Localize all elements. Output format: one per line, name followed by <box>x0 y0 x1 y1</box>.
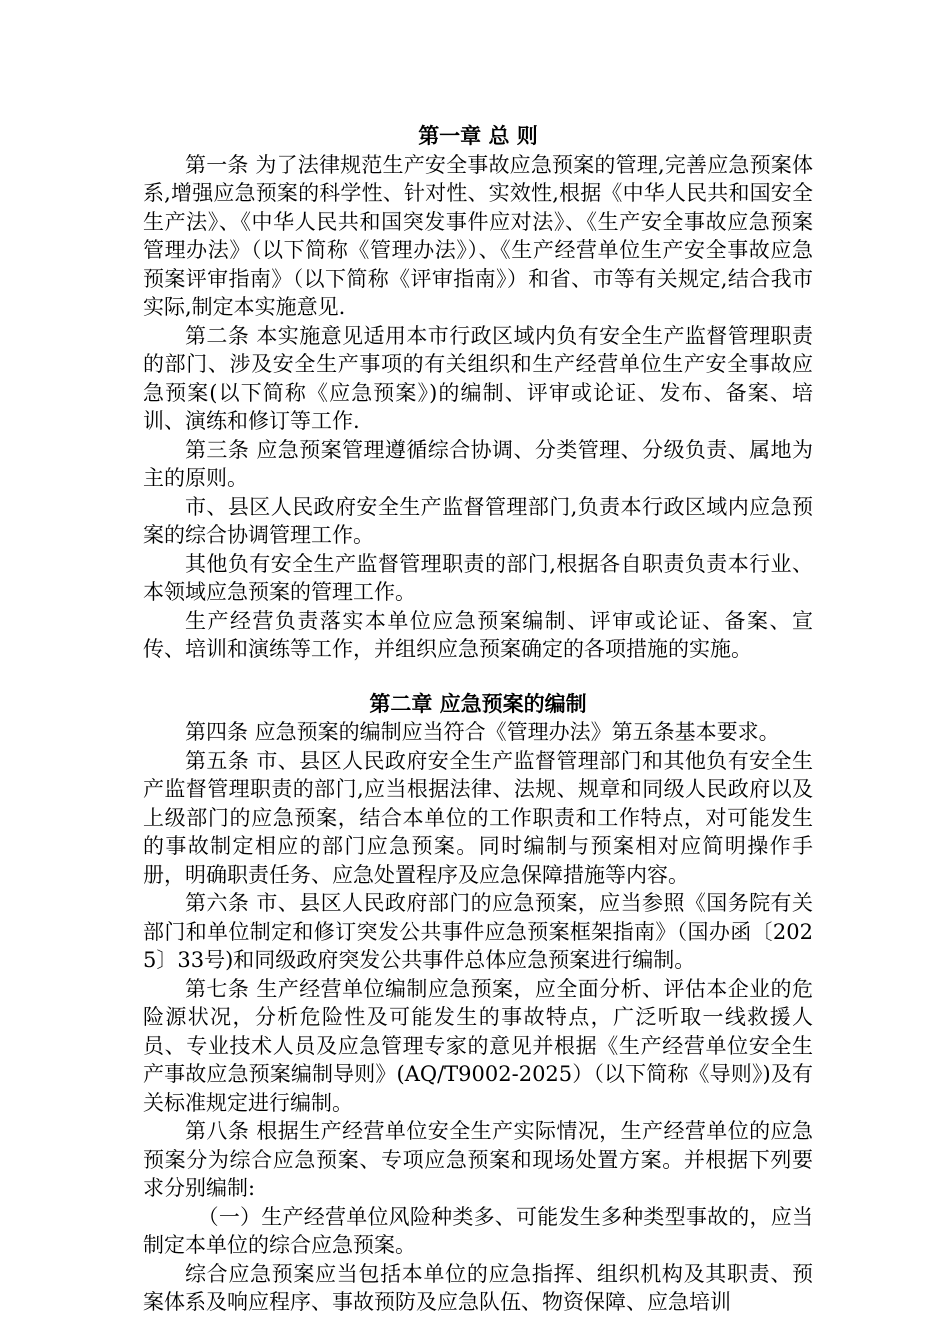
article-3-clause-city: 市、县区人民政府安全生产监督管理部门,负责本行政区域内应急预案的综合协调管理工作。 <box>143 494 813 547</box>
article-8-comprehensive-plan: 综合应急预案应当包括本单位的应急指挥、组织机构及其职责、预案体系及响应程序、事故预防及应急队伍、物资保障、应急培训 <box>143 1261 813 1314</box>
article-2: 第二条 本实施意见适用本市行政区域内负有安全生产监督管理职责的部门、涉及安全生产事项的有关组织和生产经营单位生产安全事故应急预案(以下简称《应急预案》)的编制、评审或论证、发布、备案、培训、演练和修订等工作. <box>143 323 813 433</box>
chapter-2-title: 第二章 应急预案的编制 <box>369 691 587 716</box>
article-3: 第三条 应急预案管理遵循综合协调、分类管理、分级负责、属地为主的原则。 <box>143 437 813 490</box>
article-8-item-1: （一）生产经营单位风险种类多、可能发生多种类型事故的，应当制定本单位的综合应急预案。 <box>143 1204 813 1257</box>
article-4: 第四条 应急预案的编制应当符合《管理办法》第五条基本要求。 <box>185 720 780 744</box>
article-5: 第五条 市、县区人民政府安全生产监督管理部门和其他负有安全生产监督管理职责的部门,应当根据法律、法规、规章和同级人民政府以及上级部门的应急预案，结合本单位的工作职责和工作特点，对可能发生的事故制定相应的部门应急预案。同时编制与预案相对应简明操作手册，明确职责任务、应急处置程序及应急保障措施等内容。 <box>143 748 813 887</box>
article-7: 第七条 生产经营单位编制应急预案，应全面分析、评估本企业的危险源状况，分析危险性及可能发生的事故特点，广泛听取一线救援人员、专业技术人员及应急管理专家的意见并根据《生产经营单位安全生产事故应急预案编制导则》(AQ/T9002-2025）（以下简称《导则》)及有关标准规定进行编制。 <box>143 976 813 1115</box>
article-8: 第八条 根据生产经营单位安全生产实际情况，生产经营单位的应急预案分为综合应急预案、专项应急预案和现场处置方案。并根据下列要求分别编制: <box>143 1119 813 1200</box>
article-6: 第六条 市、县区人民政府部门的应急预案，应当参照《国务院有关部门和单位制定和修订突发公共事件应急预案框架指南》（国办函〔2025〕33号)和同级政府突发公共事件总体应急预案进行编制。 <box>143 891 813 972</box>
article-3-clause-other-departments: 其他负有安全生产监督管理职责的部门,根据各自职责负责本行业、本领域应急预案的管理工作。 <box>143 551 813 604</box>
chapter-1 <box>143 122 813 664</box>
article-1: 第一条 为了法律规范生产安全事故应急预案的管理,完善应急预案体系,增强应急预案的科学性、针对性、实效性,根据《中华人民共和国安全生产法》、《中华人民共和国突发事件应对法》、《生产安全事故应急预案管理办法》（以下简称《管理办法》）、《生产经营单位生产安全事故应急预案评审指南》（以下简称《评审指南》）和省、市等有关规定,结合我市实际,制定本实施意见. <box>143 152 813 319</box>
article-3-clause-enterprises: 生产经营负责落实本单位应急预案编制、评审或论证、备案、宣传、培训和演练等工作，并组织应急预案确定的各项措施的实施。 <box>143 608 813 661</box>
chapter-1-title: 第一章 总 则 <box>418 124 538 148</box>
document-page <box>143 122 813 1317</box>
chapter-2 <box>143 690 813 1317</box>
